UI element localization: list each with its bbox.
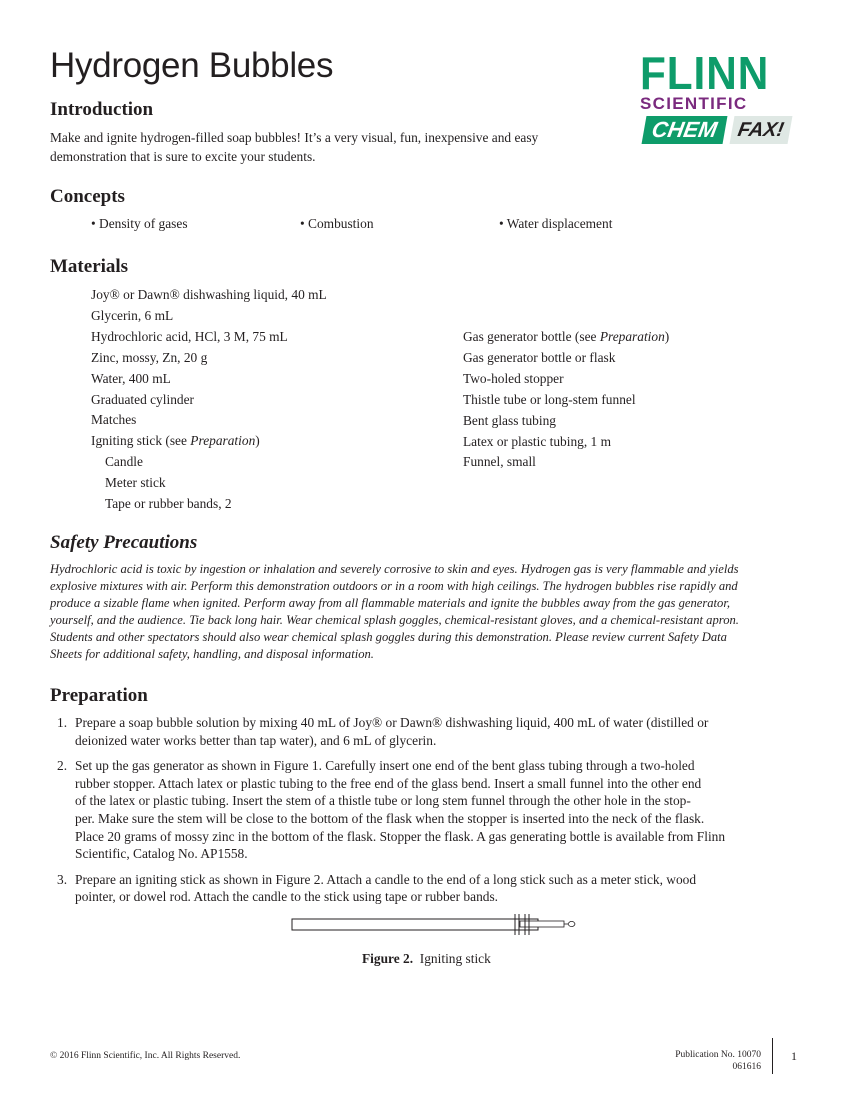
- material-subitem: Meter stick: [105, 475, 166, 491]
- concept-item: • Density of gases: [91, 216, 188, 231]
- footer-divider: [772, 1038, 773, 1074]
- safety-line: Students and other spectators should also wear chemical splash goggles during this demonstration. Please review current Safety Data: [50, 630, 727, 644]
- material-subitem: Tape or rubber bands, 2: [105, 496, 232, 512]
- material-item-ref: Preparation: [599, 329, 665, 344]
- step-line: Scientific, Catalog No. AP1558.: [75, 846, 248, 862]
- safety-line: Sheets for additional safety, handling, and disposal information.: [50, 647, 374, 661]
- material-subitem: Candle: [105, 454, 143, 470]
- material-item: Graduated cylinder: [91, 391, 194, 407]
- step-line: Prepare an igniting stick as shown in Figure 2. Attach a candle to the end of a long stick such as a meter stick, wood: [75, 871, 697, 887]
- safety-heading: Safety Precautions: [50, 532, 198, 553]
- material-item: Bent glass tubing: [463, 412, 556, 428]
- page-title: Hydrogen Bubbles: [50, 46, 334, 85]
- materials-right-column: [463, 327, 669, 473]
- step-line: rubber stopper. Attach latex or plastic tubing to the free end of the glass bend. Insert a small funnel into the other end: [75, 775, 702, 791]
- safety-text: [50, 561, 810, 663]
- material-item-text: ): [664, 329, 670, 344]
- step-line: Set up the gas generator as shown in Figure 1. Carefully insert one end of the bent glass tubing through a two-holed: [75, 758, 695, 774]
- material-item-ref: Preparation: [190, 433, 256, 449]
- concepts-heading: Concepts: [50, 186, 125, 207]
- safety-line: Hydrochloric acid is toxic by ingestion or inhalation and severely corrosive to skin and eyes. Hydrogen gas is very flammable and yields: [50, 562, 739, 576]
- material-item-igniting-stick: [91, 431, 327, 452]
- introduction-text: [50, 128, 538, 166]
- material-item: Glycerin, 6 mL: [91, 307, 174, 323]
- step-line: Place 20 grams of mossy zinc in the bottom of the flask. Stopper the flask. A gas generating bottle is available from Flinn: [75, 828, 726, 844]
- preparation-steps: [48, 714, 768, 906]
- step-line: deionized water works better than tap water), and 6 mL of glycerin.: [75, 732, 437, 748]
- step-number: 1.: [57, 715, 68, 730]
- publication-info: [600, 1049, 761, 1073]
- logo-chem-badge: CHEM: [642, 116, 728, 144]
- introduction-line: demonstration that is sure to excite your students.: [50, 149, 316, 164]
- step-line: of the latex or plastic tubing. Insert the stem of a thistle tube or long stem funnel through the other hole in the stop-: [75, 793, 691, 809]
- step-line: pointer, or dowel rod. Attach the candle to the stick using tape or rubber bands.: [75, 889, 499, 905]
- page-number: 1: [791, 1049, 797, 1063]
- preparation-step: [48, 714, 768, 749]
- material-item: Joy® or Dawn® dishwashing liquid, 40 mL: [91, 287, 327, 302]
- logo-scientific-text: SCIENTIFIC: [640, 94, 748, 113]
- candle-flame: [568, 921, 575, 926]
- publication-number: Publication No. 10070: [675, 1050, 761, 1060]
- material-item: Latex or plastic tubing, 1 m: [463, 433, 612, 449]
- material-item: Matches: [91, 412, 137, 428]
- materials-heading: Materials: [50, 256, 129, 277]
- material-item: Gas generator bottle or flask: [463, 349, 616, 365]
- copyright-notice: © 2016 Flinn Scientific, Inc. All Rights Reserved.: [50, 1051, 241, 1061]
- safety-line: yourself, and the audience. Tie back long hair. Wear chemical splash goggles, chemical-resistant gloves, and a chemical-resistant apron.: [50, 613, 739, 627]
- flinn-chemfax-logo: [640, 47, 800, 150]
- material-item-gas-bottle: [463, 327, 669, 348]
- step-line: Prepare a soap bubble solution by mixing 40 mL of Joy® or Dawn® dishwashing liquid, 400 mL of water (distilled or: [75, 715, 709, 730]
- step-line: per. Make sure the stem will be close to the bottom of the flask when the stopper is inserted into the neck of the flask.: [75, 810, 705, 826]
- step-number: 3.: [57, 871, 68, 887]
- concept-item: • Water displacement: [499, 216, 613, 231]
- meter-stick: [292, 919, 538, 930]
- figure-caption: [362, 949, 491, 968]
- materials-left-column: [91, 285, 327, 515]
- material-item: Thistle tube or long-stem funnel: [463, 391, 636, 407]
- material-item: Zinc, mossy, Zn, 20 g: [91, 349, 208, 365]
- introduction-line: Make and ignite hydrogen-filled soap bubbles! It’s a very visual, fun, inexpensive and easy: [50, 130, 539, 145]
- safety-line: explosive mixtures with air. Perform this demonstration outdoors or in a room with high ceilings. The hydrogen bubbles rise rapidly and: [50, 579, 738, 593]
- material-item-text: ): [255, 433, 260, 449]
- publication-date-code: 061616: [732, 1062, 761, 1072]
- concept-item: • Combustion: [300, 216, 374, 231]
- logo-flinn-text: FLINN: [640, 47, 770, 99]
- material-item: Funnel, small: [463, 454, 536, 470]
- figure-label: Figure 2.: [362, 951, 414, 966]
- material-item: Two-holed stopper: [463, 370, 564, 386]
- preparation-step: [48, 757, 768, 863]
- preparation-heading: Preparation: [50, 685, 148, 706]
- preparation-step: [48, 871, 768, 906]
- material-item-text: Gas generator bottle (see: [463, 329, 600, 344]
- safety-line: produce a sizable flame when ignited. Perform away from all flammable materials and ignite the bubbles away from the gas generator,: [50, 596, 730, 610]
- igniting-stick-figure: [288, 912, 578, 938]
- material-item: Hydrochloric acid, HCl, 3 M, 75 mL: [91, 328, 288, 344]
- introduction-heading: Introduction: [50, 99, 154, 120]
- candle: [520, 921, 564, 927]
- material-item: Water, 400 mL: [91, 370, 171, 386]
- figure-caption-text: Igniting stick: [419, 951, 491, 966]
- logo-fax-badge: FAX!: [730, 116, 792, 144]
- material-item-text: Igniting stick (see: [91, 433, 191, 449]
- step-number: 2.: [57, 758, 68, 774]
